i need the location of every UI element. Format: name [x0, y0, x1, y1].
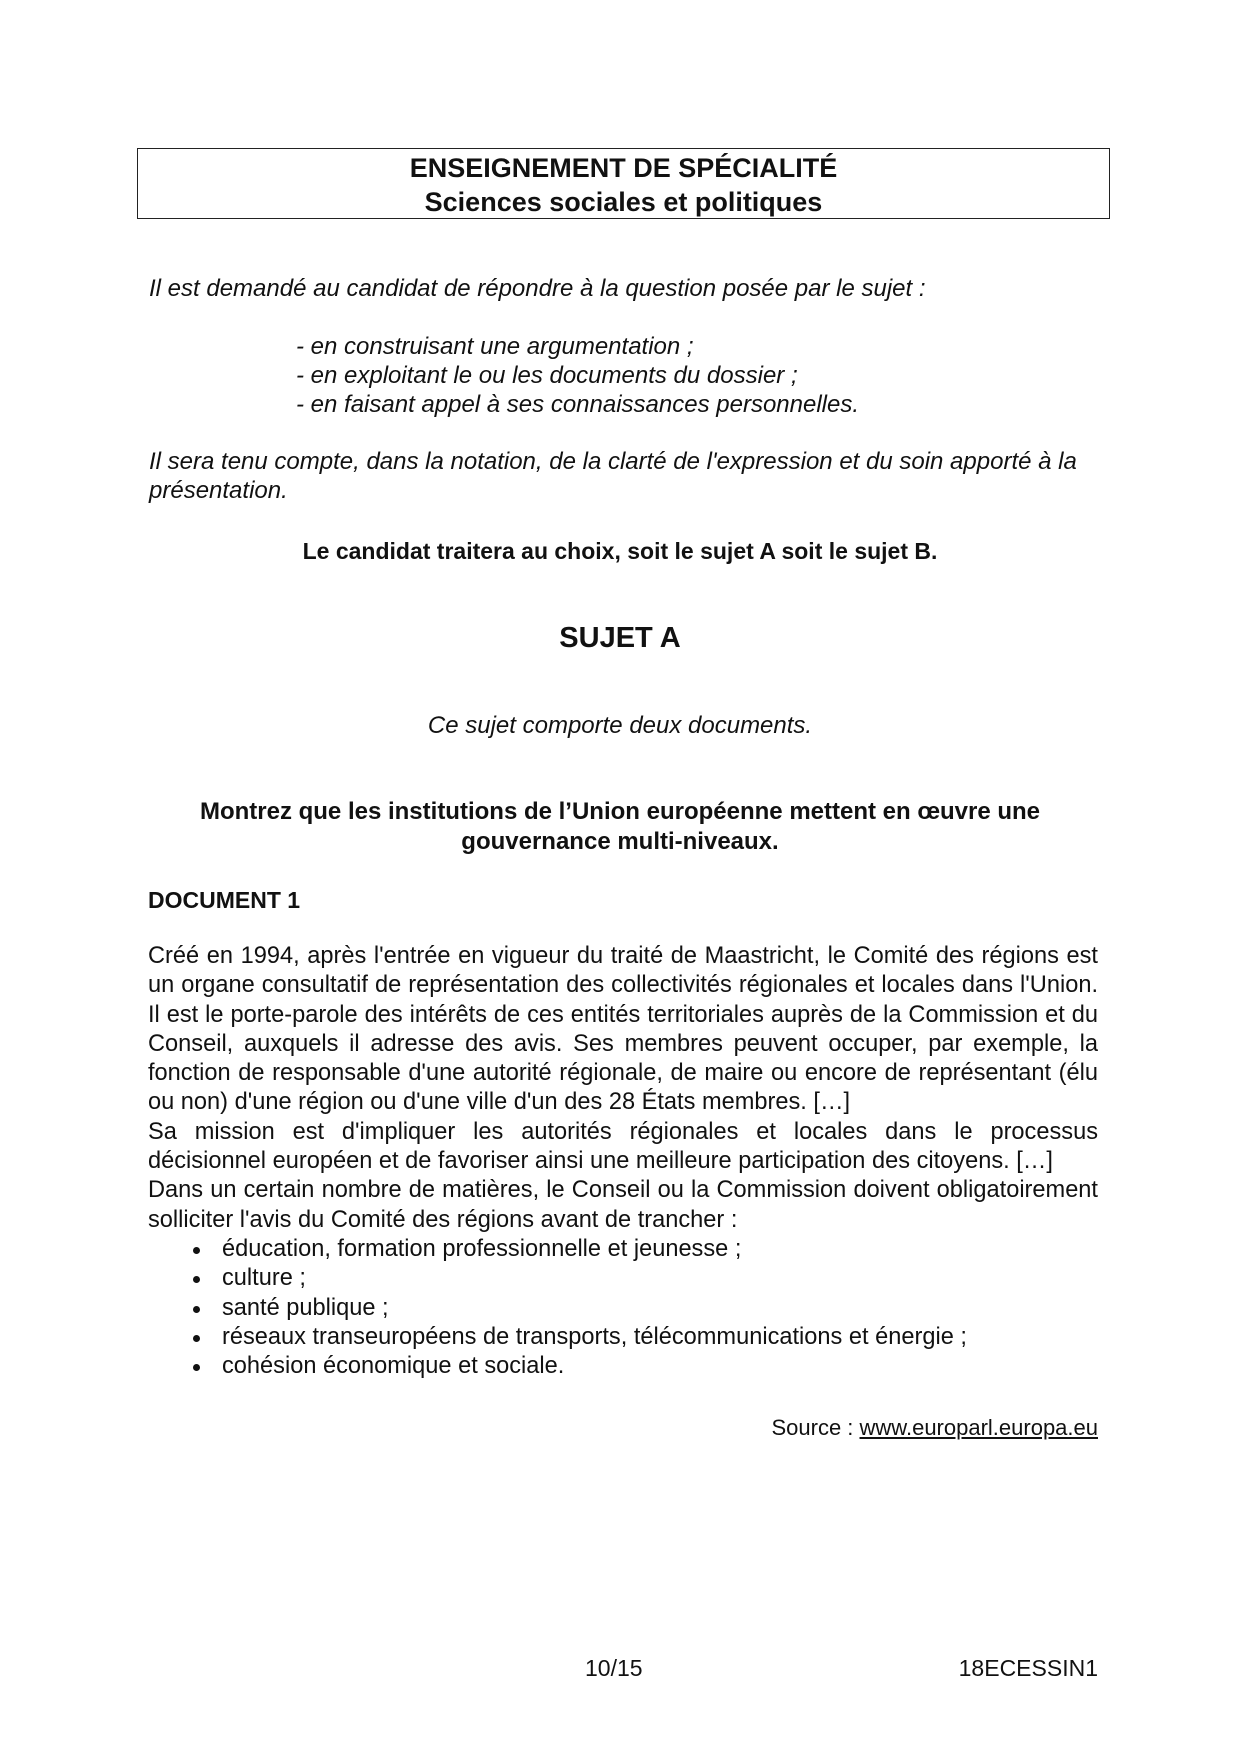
instruction-item: - en faisant appel à ses connaissances personnelles.: [296, 391, 860, 418]
header-title: ENSEIGNEMENT DE SPÉCIALITÉ: [409, 153, 838, 183]
question: [150, 797, 1090, 857]
sujet-subtitle: Ce sujet comporte deux documents.: [427, 712, 813, 739]
exam-code: 18ECESSIN1: [958, 1655, 1098, 1681]
header-subtitle: Sciences sociales et politiques: [424, 187, 823, 217]
intro-text: Il est demandé au candidat de répondre à la question posée par le sujet :: [149, 275, 926, 302]
instruction-item: - en construisant une argumentation ;: [296, 333, 694, 360]
document-paragraph: Dans un certain nombre de matières, le Conseil ou la Commission doivent obligatoirement solliciter l'avis du Comité des régions avant de trancher :: [148, 1177, 1098, 1233]
bullet-item: cohésion économique et sociale.: [222, 1352, 1098, 1381]
header-box: [137, 148, 1110, 219]
document-body: [148, 942, 1098, 1381]
bullet-item: réseaux transeuropéens de transports, télécommunications et énergie ;: [222, 1323, 1098, 1352]
bullet-item: santé publique ;: [222, 1294, 1098, 1323]
document-paragraph: Sa mission est d'impliquer les autorités régionales et locales dans le processus décisionnel européen et de favoriser ainsi une meilleure participation des citoyens. […]: [148, 1118, 1098, 1175]
source-citation: [771, 1414, 1098, 1442]
instructions-list: [296, 332, 859, 419]
question-line: Montrez que les institutions de l’Union européenne mettent en œuvre une: [199, 798, 1041, 825]
sujet-title: SUJET A: [559, 622, 681, 654]
source-link[interactable]: www.europarl.europa.eu: [859, 1415, 1098, 1440]
document-paragraph: Créé en 1994, après l'entrée en vigueur du traité de Maastricht, le Comité des régions est un organe consultatif de représentation des collectivités régionales et locales dans l'Union. Il est le porte-parole des intérêts de ces entités territoriales auprès de la Commission et du Conseil, auxquels il adresse des avis. Ses membres peuvent occuper, par exemple, la fonction de responsable d'une autorité régionale, de maire ou encore de représentant (élu ou non) d'une région ou d'une ville d'un des 28 États membres. […]: [148, 943, 1098, 1116]
question-line: gouvernance multi-niveaux.: [461, 828, 779, 855]
document-title: DOCUMENT 1: [148, 887, 301, 913]
source-label: Source :: [771, 1415, 860, 1440]
page-number: 10/15: [585, 1655, 643, 1681]
instruction-item: - en exploitant le ou les documents du dossier ;: [296, 362, 798, 389]
document-bullet-list: [148, 1235, 1098, 1381]
bullet-item: éducation, formation professionnelle et jeunesse ;: [222, 1235, 1098, 1264]
notation-text: Il sera tenu compte, dans la notation, de la clarté de l'expression et du soin apporté à la présentation.: [149, 448, 1077, 504]
choice-text: Le candidat traitera au choix, soit le sujet A soit le sujet B.: [302, 538, 938, 564]
bullet-item: culture ;: [222, 1264, 1098, 1293]
